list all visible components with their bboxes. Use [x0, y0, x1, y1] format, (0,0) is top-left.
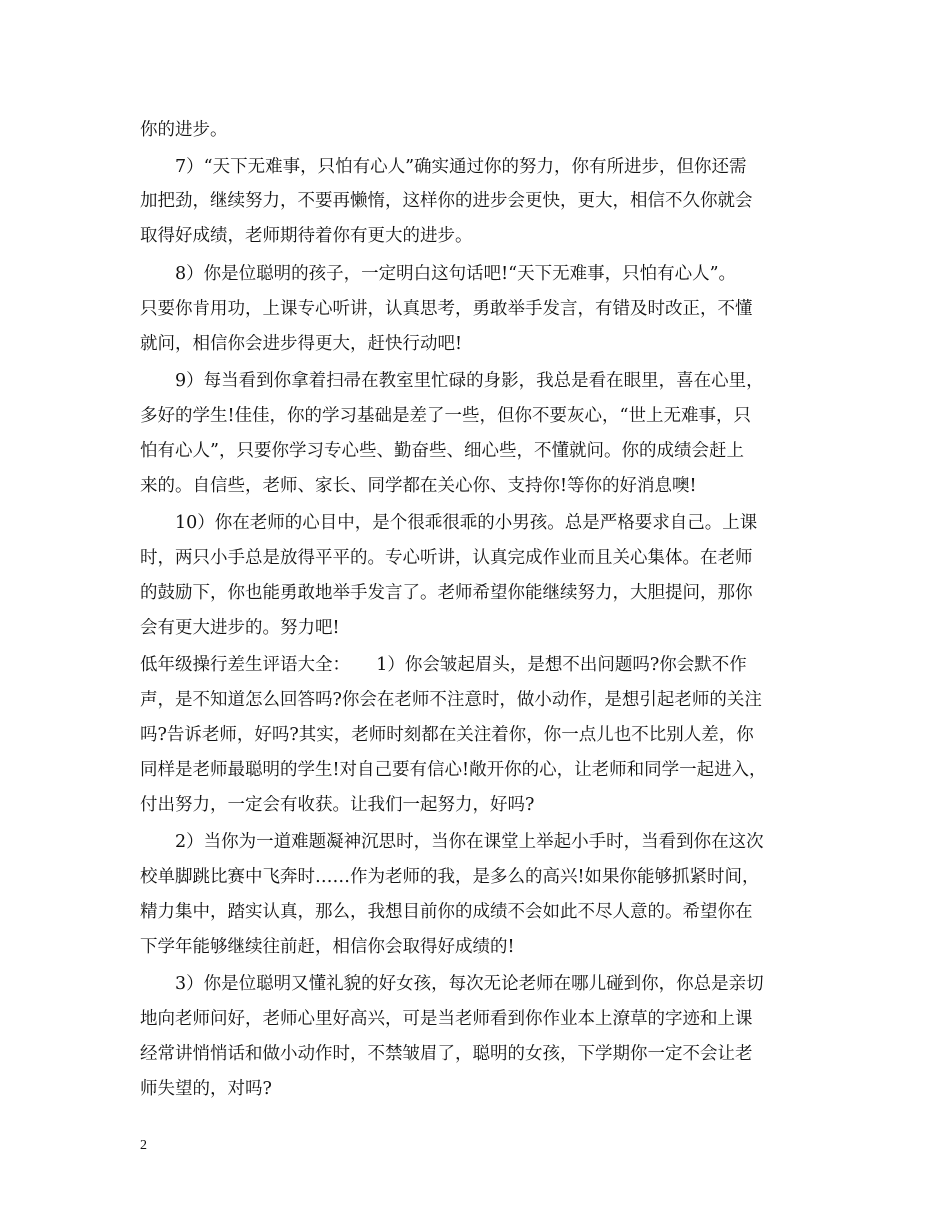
- text-line: 经常讲悄悄话和做小动作时，不禁皱眉了，聪明的女孩，下学期你一定不会让老: [140, 1044, 753, 1064]
- text-line: 地向老师问好，老师心里好高兴，可是当老师看到你作业本上潦草的字迹和上课: [140, 1009, 753, 1029]
- text-line: 取得好成绩，老师期待着你有更大的进步。: [140, 226, 473, 246]
- text-line: 的鼓励下，你也能勇敢地举手发言了。老师希望你能继续努力，大胆提问，那你: [140, 583, 753, 603]
- text-line: 同样是老师最聪明的学生!对自己要有信心!敞开你的心，让老师和同学一起进入，: [140, 760, 767, 780]
- text-line: 付出努力，一定会有收获。让我们一起努力，好吗?: [140, 795, 535, 815]
- text-line: 8）你是位聪明的孩子，一定明白这句话吧!“天下无难事，只怕有心人”。: [175, 264, 737, 284]
- text-line: 7）“天下无难事，只怕有心人”确实通过你的努力，你有所进步，但你还需: [175, 157, 747, 177]
- text-line: 你的进步。: [140, 120, 228, 140]
- text-line: 怕有心人”，只要你学习专心些、勤奋些、细心些，不懂就问。你的成绩会赶上: [140, 441, 744, 461]
- text-line: 时，两只小手总是放得平平的。专心听讲，认真完成作业而且关心集体。在老师: [140, 548, 753, 568]
- text-line: 精力集中，踏实认真，那么，我想目前你的成绩不会如此不尽人意的。希望你在: [140, 902, 753, 922]
- text-line: 声，是不知道怎么回答吗?你会在老师不注意时，做小动作，是想引起老师的关注: [140, 690, 762, 710]
- text-line: 来的。自信些，老师、家长、同学都在关心你、支持你!等你的好消息噢!: [140, 476, 697, 496]
- text-line: 2）当你为一道难题凝神沉思时，当你在课堂上举起小手时，当看到你在这次: [175, 832, 764, 852]
- text-line: 吗?告诉老师，好吗?其实，老师时刻都在关注着你，你一点儿也不比别人差，你: [140, 725, 754, 745]
- page-number: 2: [140, 1138, 147, 1153]
- text-line: 下学年能够继续往前赶，相信你会取得好成绩的!: [140, 937, 515, 957]
- text-line: 校单脚跳比赛中飞奔时……作为老师的我，是多么的高兴!如果你能够抓紧时间，: [140, 867, 760, 887]
- text-line: 师失望的，对吗?: [140, 1079, 272, 1099]
- text-line: 多好的学生!佳佳，你的学习基础是差了一些，但你不要灰心，“世上无难事，只: [140, 406, 751, 426]
- text-line: 就问，相信你会进步得更大，赶快行动吧!: [140, 334, 463, 354]
- text-line: 会有更大进步的。努力吧!: [140, 618, 340, 638]
- text-line: 低年级操行差生评语大全： 1）你会皱起眉头，是想不出问题吗?你会默不作: [140, 655, 747, 675]
- text-line: 9）每当看到你拿着扫帚在教室里忙碌的身影，我总是看在眼里，喜在心里，: [175, 371, 764, 391]
- text-line: 3）你是位聪明又懂礼貌的好女孩，每次无论老师在哪儿碰到你，你总是亲切: [175, 974, 764, 994]
- text-line: 10）你在老师的心目中，是个很乖很乖的小男孩。总是严格要求自己。上课: [175, 513, 758, 533]
- text-line: 只要你肯用功，上课专心听讲，认真思考，勇敢举手发言，有错及时改正，不懂: [140, 299, 753, 319]
- text-line: 加把劲，继续努力，不要再懒惰，这样你的进步会更快，更大，相信不久你就会: [140, 191, 753, 211]
